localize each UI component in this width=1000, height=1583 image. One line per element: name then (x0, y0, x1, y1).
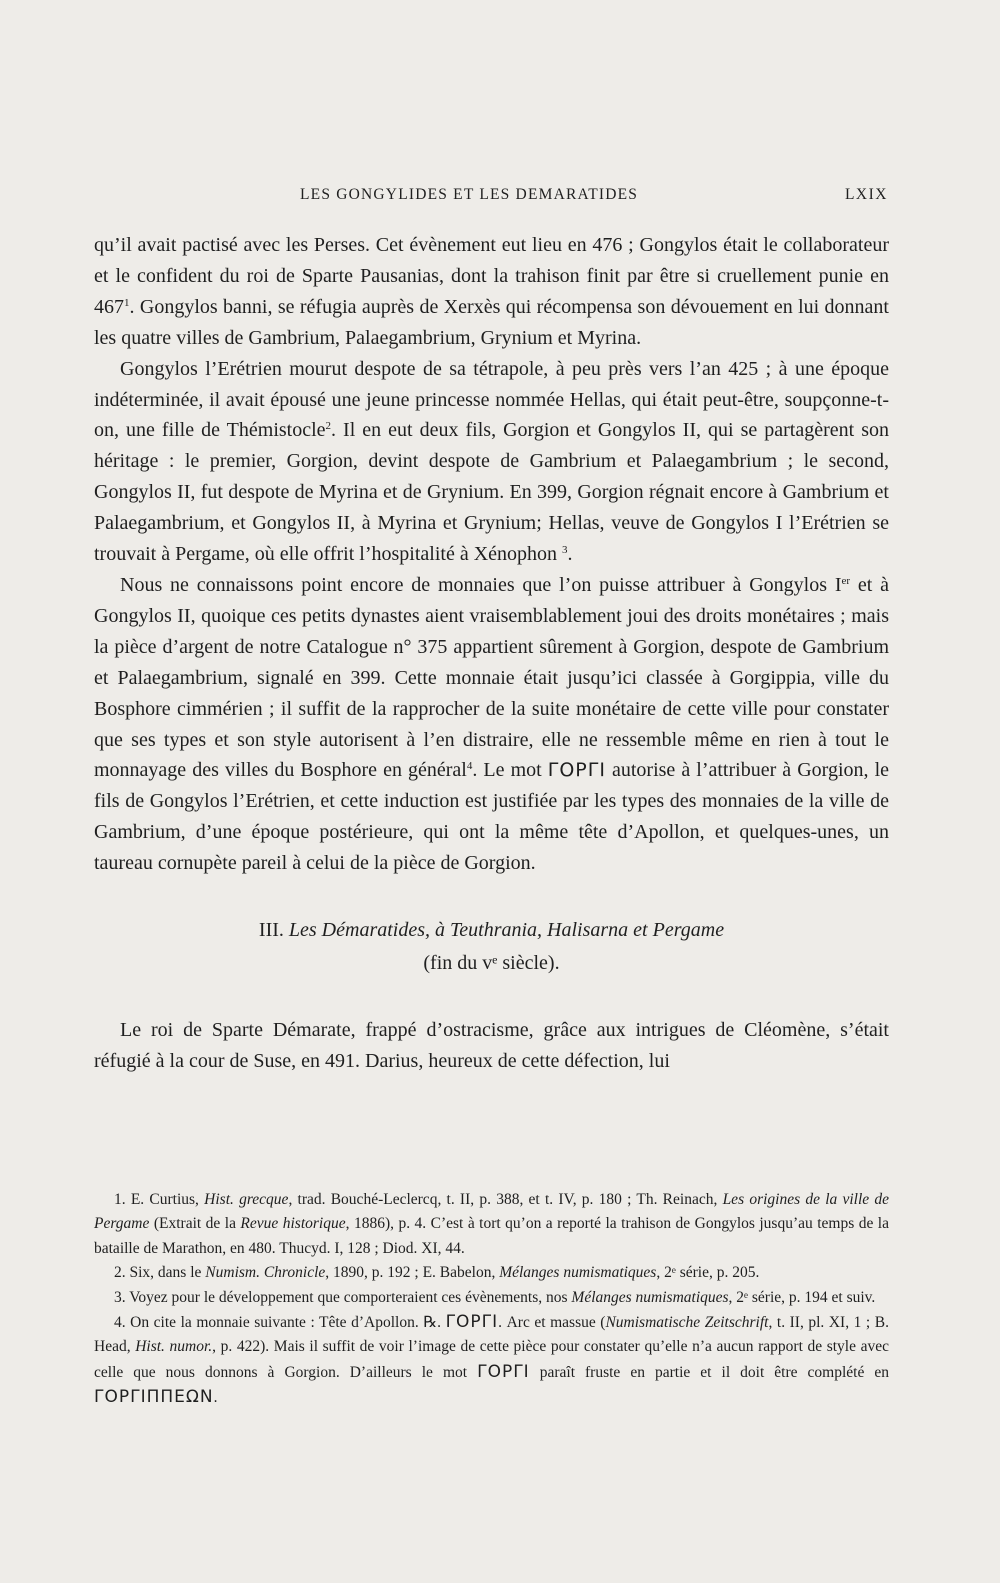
footnote-1-work-title: Hist. grecque (204, 1191, 289, 1208)
greek-legend: ΓΟΡΓΙΠΠΕΩΝ (94, 1387, 214, 1408)
footnote-4 (94, 1310, 889, 1411)
footnote-ref-4: 4 (466, 760, 473, 773)
paragraph-3-text: Nous ne connaissons point encore de monnaies que l’on puisse attribuer à Gongylos I (120, 573, 842, 596)
footnote-4-work-title: Hist. numor. (135, 1338, 213, 1356)
footnote-4-text-f: . (213, 1389, 218, 1407)
footnote-2-journal: Numism. Chronicle (205, 1264, 326, 1282)
section-title-line (94, 915, 889, 946)
footnote-1-journal: Revue historique (240, 1215, 346, 1233)
paragraph-2-end: . (567, 543, 573, 566)
footnote-4-text-d: , p. 422). Mais il suffit de voir l’image de cette pièce pour constater qu’elle n’a aucun rapport de style avec celle que nous donnons à Gorgion. D’ailleurs le mot (94, 1338, 889, 1381)
paragraph-3-text-c: . Le mot (472, 759, 548, 782)
paragraph-4: Le roi de Sparte Démarate, frappé d’ostracisme, grâce aux intrigues de Cléomène, s’était réfugié à la cour de Suse, en 491. Darius, heureux de cette défection, lui (94, 1018, 889, 1072)
footnote-4-text-b: . Arc et massue ( (498, 1314, 606, 1332)
footnote-ref-2: 2 (325, 420, 332, 433)
paragraph-2 (94, 354, 889, 570)
footnote-ref-1: 1 (124, 296, 130, 309)
paragraph-1-text: qu’il avait pactisé avec les Perses. Cet évènement eut lieu en 476 ; Gongylos était le collaborateur et le confident du roi de Sparte Pausanias, dont la trahison finit par être si cruellement punie en 467 (94, 234, 889, 318)
greek-legend: ΓΟΡΓΙ (547, 759, 606, 782)
paragraph-1 (94, 230, 889, 354)
paragraph-1-end: . Gongylos banni, se réfugia auprès de Xerxès qui récompensa son dévouement en lui donnant les quatre villes de Gambrium, Palaegambrium, Grynium et Myrina. (94, 295, 889, 349)
footnote-ref-3: 3 (562, 544, 568, 557)
paragraph-2-text: Gongylos l’Erétrien mourut despote de sa tétrapole, à peu près vers l’an 425 ; à une époque indéterminée, il avait épousé une jeune princesse nommée Hellas, qui était peut-être, soupçonne-t-on, une fille de Thémistocle (94, 357, 889, 442)
footnote-2-text-c: , 2ᵉ série, p. 205. (656, 1264, 760, 1282)
footnote-3 (94, 1286, 889, 1310)
section-subtitle: (fin du vᵉ siècle). (423, 951, 560, 974)
footnote-1 (94, 1188, 889, 1261)
footnote-2-text: 2. Six, dans le (114, 1264, 206, 1282)
footnote-3-work-title: Mélanges numismatiques (571, 1288, 729, 1306)
footnote-3-text-b: , 2ᵉ série, p. 194 et suiv. (728, 1288, 876, 1306)
footnotes (94, 1188, 889, 1411)
paragraph-3-text-d: autorise à l’attribuer à Gorgion, le fils de Gongylos l’Erétrien, et cette induction est justifiée par les types des monnaies de la ville de Gambrium, d’une époque postérieure, qui ont la même tête d’Apollon, et quelques-unes, un taureau cornupète pareil à celui de la pièce de Gorgion. (94, 759, 890, 875)
footnote-1-text-c: (Extrait de la (149, 1215, 241, 1233)
footnote-1-work-title-2: Les origines de la ville de Pergame (94, 1191, 889, 1233)
footnote-3-text: 3. Voyez pour le développement que comporteraient ces évènements, nos (114, 1288, 572, 1306)
section-title: Les Démaratides, à Teuthrania, Halisarna et Pergame (288, 919, 725, 942)
footnote-2-text-b: , 1890, p. 192 ; E. Babelon, (325, 1264, 500, 1282)
paragraph-2-mid: . Il en eut deux fils, Gorgion et Gongylos II, qui se partagèrent son héritage : le premier, Gorgion, devint despote de Gambrium et Palaegambrium ; le second, Gongylos II, fut despote de Myrina et de Grynium. En 399, Gorgion régnait encore à Gambrium et Palaegambrium, et Gongylos II, à Myrina et Grynium; Hellas, veuve de Gongylos I l’Erétrien se trouvait à Pergame, où elle offrit l’hospitalité à Xénophon (94, 419, 889, 566)
footnote-1-text-d: , 1886), p. 4. C’est à tort qu’on a reporté la trahison de Gongylos jusqu’au temps de la bataille de Marathon, en 480. Thucyd. I, 128 ; Diod. XI, 44. (94, 1215, 889, 1257)
footnote-1-text: 1. E. Curtius, (114, 1191, 205, 1208)
section-number: III. (258, 919, 284, 942)
greek-legend: ΓΟΡΓΙ (477, 1361, 530, 1382)
footnote-1-text-b: , trad. Bouché-Leclercq, t. II, p. 388, et t. IV, p. 180 ; Th. Reinach, (288, 1191, 723, 1208)
paragraph-3 (94, 570, 889, 879)
ordinal-superscript: er (841, 574, 851, 587)
footnote-4-text: 4. On cite la monnaie suivante : Tête d’Apollon. ℞. (114, 1314, 446, 1332)
section-heading (94, 915, 889, 979)
page-number: LXIX (844, 186, 888, 203)
running-head-title: LES GONGYLIDES ET LES DEMARATIDES (300, 186, 639, 203)
greek-legend: ΓΟΡΓΙ (445, 1312, 499, 1333)
footnote-4-journal: Numismatische Zeitschrift (605, 1314, 769, 1332)
footnote-2 (94, 1261, 889, 1285)
main-text (94, 230, 889, 1077)
footnote-2-work-title: Mélanges numismatiques (499, 1264, 657, 1282)
running-head (0, 186, 1000, 214)
footnote-4-text-e: paraît fruste en partie et il doit être complété en (529, 1363, 889, 1381)
paragraph-3-text-b: et à Gongylos II, quoique ces petits dynastes aient vraisemblablement joui des droits monétaires ; mais la pièce d’argent de notre Catalogue n° 375 appartient sûrement à Gorgion, despote de Gambrium et Palaegambrium, signalé en 399. Cette monnaie était jusqu’ici classée à Gorgippia, ville du Bosphore cimmérien ; il suffit de la rapprocher de la suite monétaire de cette ville pour constater que ses types et son style autorisent à l’en distraire, elle ne ressemble même en rien à tout le monnayage des villes du Bosphore en général (94, 573, 889, 782)
footnote-4-text-c: , t. II, pl. XI, 1 ; B. Head, (94, 1314, 890, 1356)
